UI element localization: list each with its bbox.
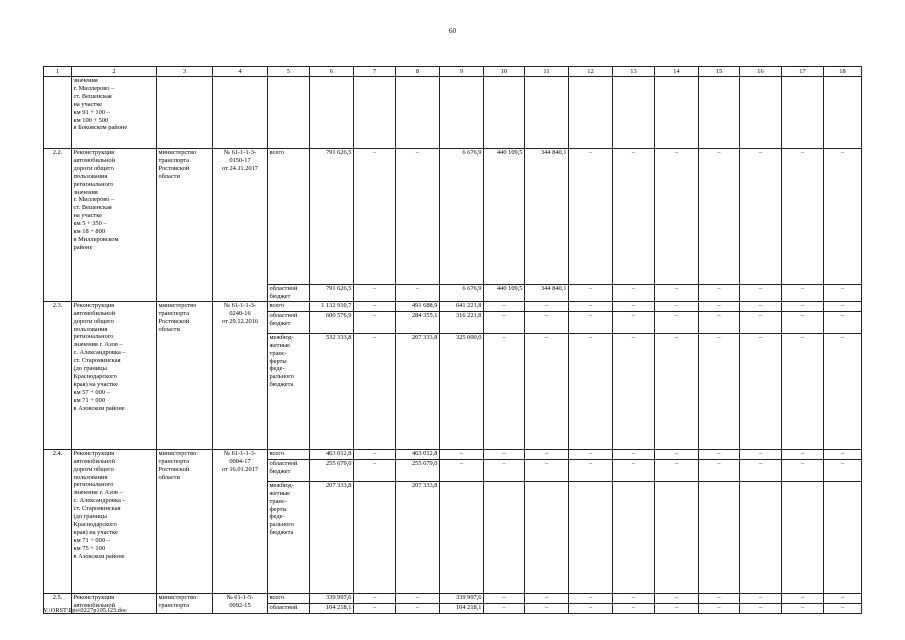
funding-source: областной бюджет (268, 311, 310, 333)
table-body (44, 67, 862, 614)
project-document: № 61-1-1-3- 0004-17 от 16.01.2017 (213, 449, 268, 593)
value-cell: – (655, 603, 699, 613)
value-cell: 344 840,1 (525, 285, 569, 302)
value-cell: – (699, 449, 740, 459)
value-cell: – (824, 301, 862, 311)
value-cell: – (655, 333, 699, 449)
value-cell: 344 840,1 (525, 149, 569, 285)
customer: министерство транспорта Ростовской области (157, 449, 213, 593)
value-cell: – (613, 333, 655, 449)
value-cell: – (655, 149, 699, 285)
empty-cell (440, 77, 484, 149)
value-cell: – (740, 149, 782, 285)
value-cell: – (613, 301, 655, 311)
column-header: 13 (613, 67, 655, 77)
column-header: 16 (740, 67, 782, 77)
column-header: 11 (525, 67, 569, 77)
value-cell: – (782, 593, 824, 603)
empty-cell (569, 77, 613, 149)
value-cell: 207 333,8 (396, 481, 440, 593)
header-row (44, 67, 862, 77)
value-cell: – (396, 593, 440, 603)
value-cell: – (525, 333, 569, 449)
funding-source: межбюд- жетные транс- ферты феде- рального бюджета (268, 481, 310, 593)
value-cell: – (740, 459, 782, 481)
value-cell: – (569, 285, 613, 302)
value-cell: – (484, 333, 525, 449)
funding-source: всего (268, 149, 310, 285)
value-cell: 6 676,9 (440, 285, 484, 302)
value-cell: 284 355,1 (396, 311, 440, 333)
value-cell: – (396, 603, 440, 613)
value-cell: – (525, 449, 569, 459)
column-header: 2 (72, 67, 157, 77)
value-cell: – (613, 311, 655, 333)
value-cell: 255 679,0 (310, 459, 354, 481)
value-cell (699, 481, 740, 593)
value-cell: – (354, 593, 396, 603)
empty-cell (310, 77, 354, 149)
customer (157, 77, 213, 149)
value-cell: – (569, 603, 613, 613)
row-number: 2.4. (44, 449, 72, 593)
row-number (44, 77, 72, 149)
value-cell: – (354, 149, 396, 285)
column-header: 4 (213, 67, 268, 77)
value-cell: – (740, 311, 782, 333)
funding-source: областной бюджет (268, 285, 310, 302)
value-cell: – (824, 311, 862, 333)
empty-cell (699, 77, 740, 149)
funding-source: областной (268, 603, 310, 613)
value-cell: – (655, 459, 699, 481)
value-cell (354, 481, 396, 593)
value-cell: – (525, 593, 569, 603)
value-cell (824, 481, 862, 593)
value-cell: 104 218,1 (440, 603, 484, 613)
funding-source: межбюд- жетные транс- ферты феде- рального бюджета (268, 333, 310, 449)
empty-cell (613, 77, 655, 149)
value-cell: – (655, 593, 699, 603)
value-cell: – (824, 449, 862, 459)
value-cell: – (613, 449, 655, 459)
value-cell: – (699, 301, 740, 311)
value-cell: – (782, 459, 824, 481)
project-document: № 61-1-5- 0092-15 (213, 593, 268, 613)
column-header: 1 (44, 67, 72, 77)
value-cell: – (613, 459, 655, 481)
value-cell: – (484, 459, 525, 481)
column-header: 12 (569, 67, 613, 77)
value-cell: – (655, 311, 699, 333)
value-cell: – (613, 603, 655, 613)
value-cell: 316 221,8 (440, 311, 484, 333)
value-cell: 325 000,0 (440, 333, 484, 449)
value-cell (569, 481, 613, 593)
value-cell: – (699, 603, 740, 613)
value-cell: – (655, 301, 699, 311)
value-cell: – (782, 449, 824, 459)
value-cell: – (354, 603, 396, 613)
table-row (44, 149, 862, 285)
object-name: Реконструкция автомобильной (72, 593, 157, 613)
value-cell: – (782, 301, 824, 311)
empty-cell (655, 77, 699, 149)
value-cell: 791 626,5 (310, 149, 354, 285)
value-cell: – (655, 449, 699, 459)
value-cell (525, 481, 569, 593)
value-cell: – (782, 149, 824, 285)
value-cell: – (824, 333, 862, 449)
row-number: 2.5. (44, 593, 72, 613)
value-cell: – (354, 285, 396, 302)
value-cell: – (354, 449, 396, 459)
empty-cell (396, 77, 440, 149)
value-cell (613, 481, 655, 593)
value-cell: – (699, 311, 740, 333)
column-header: 6 (310, 67, 354, 77)
value-cell: – (354, 301, 396, 311)
value-cell: – (699, 593, 740, 603)
column-header: 9 (440, 67, 484, 77)
value-cell: – (824, 459, 862, 481)
object-name: Реконструкция автомобильной дороги общего пользования регионального значения г. Азов – с. Александровка – ст. Староминская (до границы Краснодарского края) на участке км 57 + 000 – км 71 + 000 в Азовском районе (72, 301, 157, 449)
budget-table (43, 66, 862, 614)
value-cell: 463 012,8 (310, 449, 354, 459)
project-document (213, 77, 268, 149)
empty-cell (354, 77, 396, 149)
value-cell: 641 221,8 (440, 301, 484, 311)
table-row (44, 449, 862, 459)
value-cell: – (699, 285, 740, 302)
value-cell: – (824, 593, 862, 603)
value-cell: – (613, 593, 655, 603)
value-cell: – (824, 603, 862, 613)
footer-file-path: Y:\ORST\Ppo\0227p105.f23.doc (43, 607, 127, 614)
value-cell: 339 997,6 (440, 593, 484, 603)
value-cell: – (484, 311, 525, 333)
value-cell: – (484, 603, 525, 613)
page-number: 60 (449, 27, 456, 35)
column-header: 3 (157, 67, 213, 77)
funding-source: всего (268, 449, 310, 459)
empty-cell (484, 77, 525, 149)
value-cell: 532 333,8 (310, 333, 354, 449)
value-cell: 6 676,9 (440, 149, 484, 285)
row-number: 2.2. (44, 149, 72, 302)
value-cell: 440 109,5 (484, 285, 525, 302)
object-name: Реконструкция автомобильной дороги общего пользования регионального значения г. Миллерово – ст. Вешенская на участке км 5 + 350 – км 18 + 800 в Миллеровском районе (72, 149, 157, 302)
object-name: Реконструкция автомобильной дороги общего пользования регионального значения г. Азов – с. Александровка – ст. Староминская (до границы Краснодарского края) на участке км 71 + 000 – км 75 + 100 в Азовском районе (72, 449, 157, 593)
value-cell: 491 688,9 (396, 301, 440, 311)
value-cell: – (354, 311, 396, 333)
column-header: 15 (699, 67, 740, 77)
value-cell: – (484, 593, 525, 603)
value-cell: 339 997,6 (310, 593, 354, 603)
table-row (44, 77, 862, 149)
value-cell: – (569, 333, 613, 449)
funding-source: всего (268, 593, 310, 603)
value-cell: 440 109,5 (484, 149, 525, 285)
value-cell: – (569, 459, 613, 481)
project-document: № 61-1-1-3- 0150-17 от 24.11.2017 (213, 149, 268, 302)
value-cell: – (484, 301, 525, 311)
value-cell: – (569, 149, 613, 285)
column-header: 17 (782, 67, 824, 77)
value-cell: – (699, 333, 740, 449)
value-cell: – (824, 149, 862, 285)
value-cell: – (525, 311, 569, 333)
value-cell: – (782, 311, 824, 333)
column-header: 7 (354, 67, 396, 77)
value-cell: – (354, 459, 396, 481)
table-row (44, 301, 862, 311)
column-header: 8 (396, 67, 440, 77)
value-cell: – (740, 285, 782, 302)
customer: министерство транспорта (157, 593, 213, 613)
value-cell: – (740, 449, 782, 459)
value-cell: – (440, 459, 484, 481)
customer: министерство транспорта Ростовской области (157, 149, 213, 302)
value-cell: 255 679,0 (396, 459, 440, 481)
object-name: значения г. Миллерово – ст. Вешенская на участке км 91 + 100 – км 100 + 500 в Боковском районе (72, 77, 157, 149)
value-cell: 791 626,5 (310, 285, 354, 302)
value-cell: – (525, 603, 569, 613)
value-cell: – (569, 449, 613, 459)
value-cell: – (824, 285, 862, 302)
empty-cell (824, 77, 862, 149)
value-cell: – (569, 311, 613, 333)
value-cell: 1 132 910,7 (310, 301, 354, 311)
empty-cell (740, 77, 782, 149)
value-cell: – (655, 285, 699, 302)
column-header: 14 (655, 67, 699, 77)
value-cell: – (782, 333, 824, 449)
project-document: № 61-1-1-3- 0240-16 от 29.12.2016 (213, 301, 268, 449)
value-cell (440, 481, 484, 593)
funding-source: всего (268, 301, 310, 311)
value-cell: – (396, 149, 440, 285)
row-number: 2.3. (44, 301, 72, 449)
value-cell: 600 576,9 (310, 311, 354, 333)
empty-cell (525, 77, 569, 149)
value-cell: 104 218,1 (310, 603, 354, 613)
value-cell: – (354, 333, 396, 449)
value-cell: – (525, 459, 569, 481)
value-cell: – (569, 593, 613, 603)
value-cell: – (740, 333, 782, 449)
value-cell: – (569, 301, 613, 311)
value-cell (655, 481, 699, 593)
value-cell: – (484, 449, 525, 459)
column-header: 10 (484, 67, 525, 77)
value-cell: 463 012,8 (396, 449, 440, 459)
table-row (44, 593, 862, 603)
value-cell: – (740, 603, 782, 613)
value-cell (782, 481, 824, 593)
value-cell: – (699, 149, 740, 285)
value-cell: – (613, 285, 655, 302)
value-cell (740, 481, 782, 593)
value-cell: – (396, 285, 440, 302)
column-header: 5 (268, 67, 310, 77)
empty-cell (268, 77, 310, 149)
funding-source: областной бюджет (268, 459, 310, 481)
value-cell: – (613, 149, 655, 285)
customer: министерство транспорта Ростовской области (157, 301, 213, 449)
value-cell: – (740, 593, 782, 603)
value-cell: 207 333,8 (310, 481, 354, 593)
column-header: 18 (824, 67, 862, 77)
value-cell (484, 481, 525, 593)
empty-cell (782, 77, 824, 149)
value-cell: – (525, 301, 569, 311)
value-cell: – (782, 285, 824, 302)
value-cell: – (782, 603, 824, 613)
value-cell: 207 333,8 (396, 333, 440, 449)
value-cell: – (740, 301, 782, 311)
value-cell: – (440, 449, 484, 459)
value-cell: – (699, 459, 740, 481)
